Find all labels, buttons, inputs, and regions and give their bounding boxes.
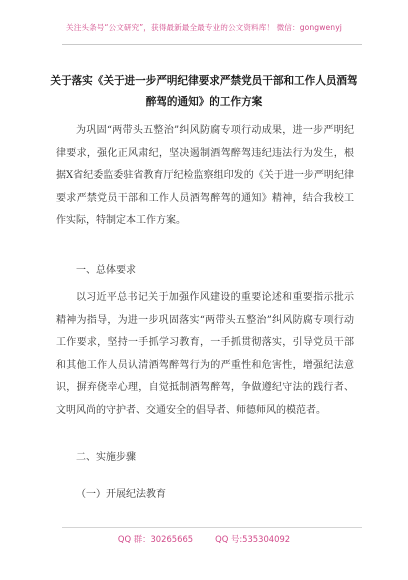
subsection-heading-discipline-education: （一）开展纪法教育 bbox=[76, 489, 166, 500]
footer-qq-number: QQ 号:535304092 bbox=[215, 534, 291, 544]
header-banner: 关注头条号“公文研究”，获得最新最全最专业的公文资料库！ 微信：gongwenyj bbox=[66, 23, 342, 32]
paragraph-intro: 为巩固“两带头五整治”纠风防腐专项行动成果，进一步严明纪律要求，强化正风肃纪，坚决遏制酒驾醉驾违纪违法行为发生，根据X省纪委监委驻省教育厅纪检监察组印发的《关于进一步严明纪律要求严禁党员干部和工作人员酒驾醉驾的通知》精神，结合我校工作实际，特制定本工作方案。 bbox=[56, 125, 354, 227]
header-divider bbox=[62, 44, 362, 45]
section-heading-general-requirements: 一、总体要求 bbox=[76, 265, 136, 276]
section-heading-implementation-steps: 二、实施步骤 bbox=[76, 452, 136, 463]
document-title: 关于落实《关于进一步严明纪律要求严禁党员干部和工作人员酒驾醉驾的通知》的工作方案 bbox=[50, 75, 358, 108]
footer-divider bbox=[62, 527, 362, 528]
footer-contact bbox=[0, 533, 408, 545]
footer-qq-group: QQ 群：30265665 bbox=[117, 534, 194, 544]
paragraph-general-requirements: 以习近平总书记关于加强作风建设的重要论述和重要指示批示精神为指导，为进一步巩固落实“两带头五整治”纠风防腐专项行动工作要求，坚持一手抓学习教育，一手抓贯彻落实，引导党员干部和其他工作人员认清酒驾醉驾行为的严重性和危害性，增强纪法意识，摒弃侥幸心理，自觉抵制酒驾醉驾，争做遵纪守法的践行者、文明风尚的守护者、交通安全的倡导者、师德师风的模范者。 bbox=[56, 292, 354, 416]
